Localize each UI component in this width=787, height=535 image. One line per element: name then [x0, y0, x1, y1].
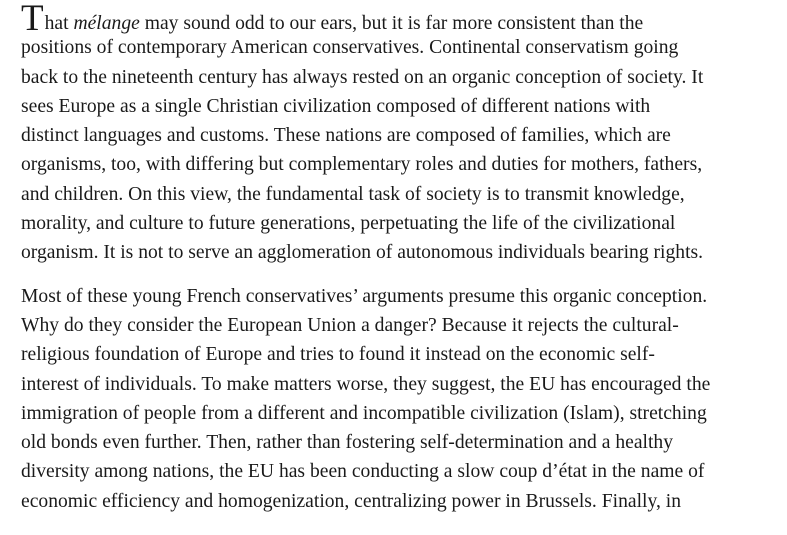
text-line: organisms, too, with differing but complementary roles and duties for mothers, fathers, — [21, 154, 703, 176]
text-line: distinct languages and customs. These nations are composed of families, which are — [21, 125, 671, 147]
text-line: back to the nineteenth century has always rested on an organic conception of society. It — [21, 66, 704, 88]
text-line: organism. It is not to serve an agglomeration of autonomous individuals bearing rights. — [21, 242, 704, 264]
text-line — [21, 0, 781, 39]
drop-cap: T — [21, 0, 44, 39]
text-run: hat — [44, 13, 74, 34]
text-line: economic efficiency and homogenization, centralizing power in Brussels. Finally, in — [21, 490, 682, 512]
text-line: diversity among nations, the EU has been conducting a slow coup d’état in the name of — [21, 461, 705, 483]
text-line: morality, and culture to future generations, perpetuating the life of the civilizational — [21, 213, 676, 235]
text-line: interest of individuals. To make matters worse, they suggest, the EU has encouraged the — [21, 373, 711, 395]
text-run: may sound odd to our ears, but it is far more consistent than the — [139, 13, 644, 34]
text-line: Why do they consider the European Union a danger? Because it rejects the cultural- — [21, 314, 679, 336]
article-body — [21, 0, 781, 516]
italic-term: mélange — [73, 13, 140, 34]
text-line: old bonds even further. Then, rather than fostering self-determination and a healthy — [21, 432, 674, 454]
text-line: immigration of people from a different and incompatible civilization (Islam), stretching — [21, 402, 707, 424]
text-line: religious foundation of Europe and tries to found it instead on the economic self- — [21, 344, 655, 366]
text-line: and children. On this view, the fundamental task of society is to transmit knowledge, — [21, 183, 685, 205]
text-line: Most of these young French conservatives’ arguments presume this organic conception. — [21, 285, 708, 307]
paragraph-2 — [21, 282, 781, 516]
text-line: positions of contemporary American conservatives. Continental conservatism going — [21, 37, 679, 59]
text-line: sees Europe as a single Christian civilization composed of different nations with — [21, 95, 651, 117]
paragraph-1 — [21, 0, 781, 268]
